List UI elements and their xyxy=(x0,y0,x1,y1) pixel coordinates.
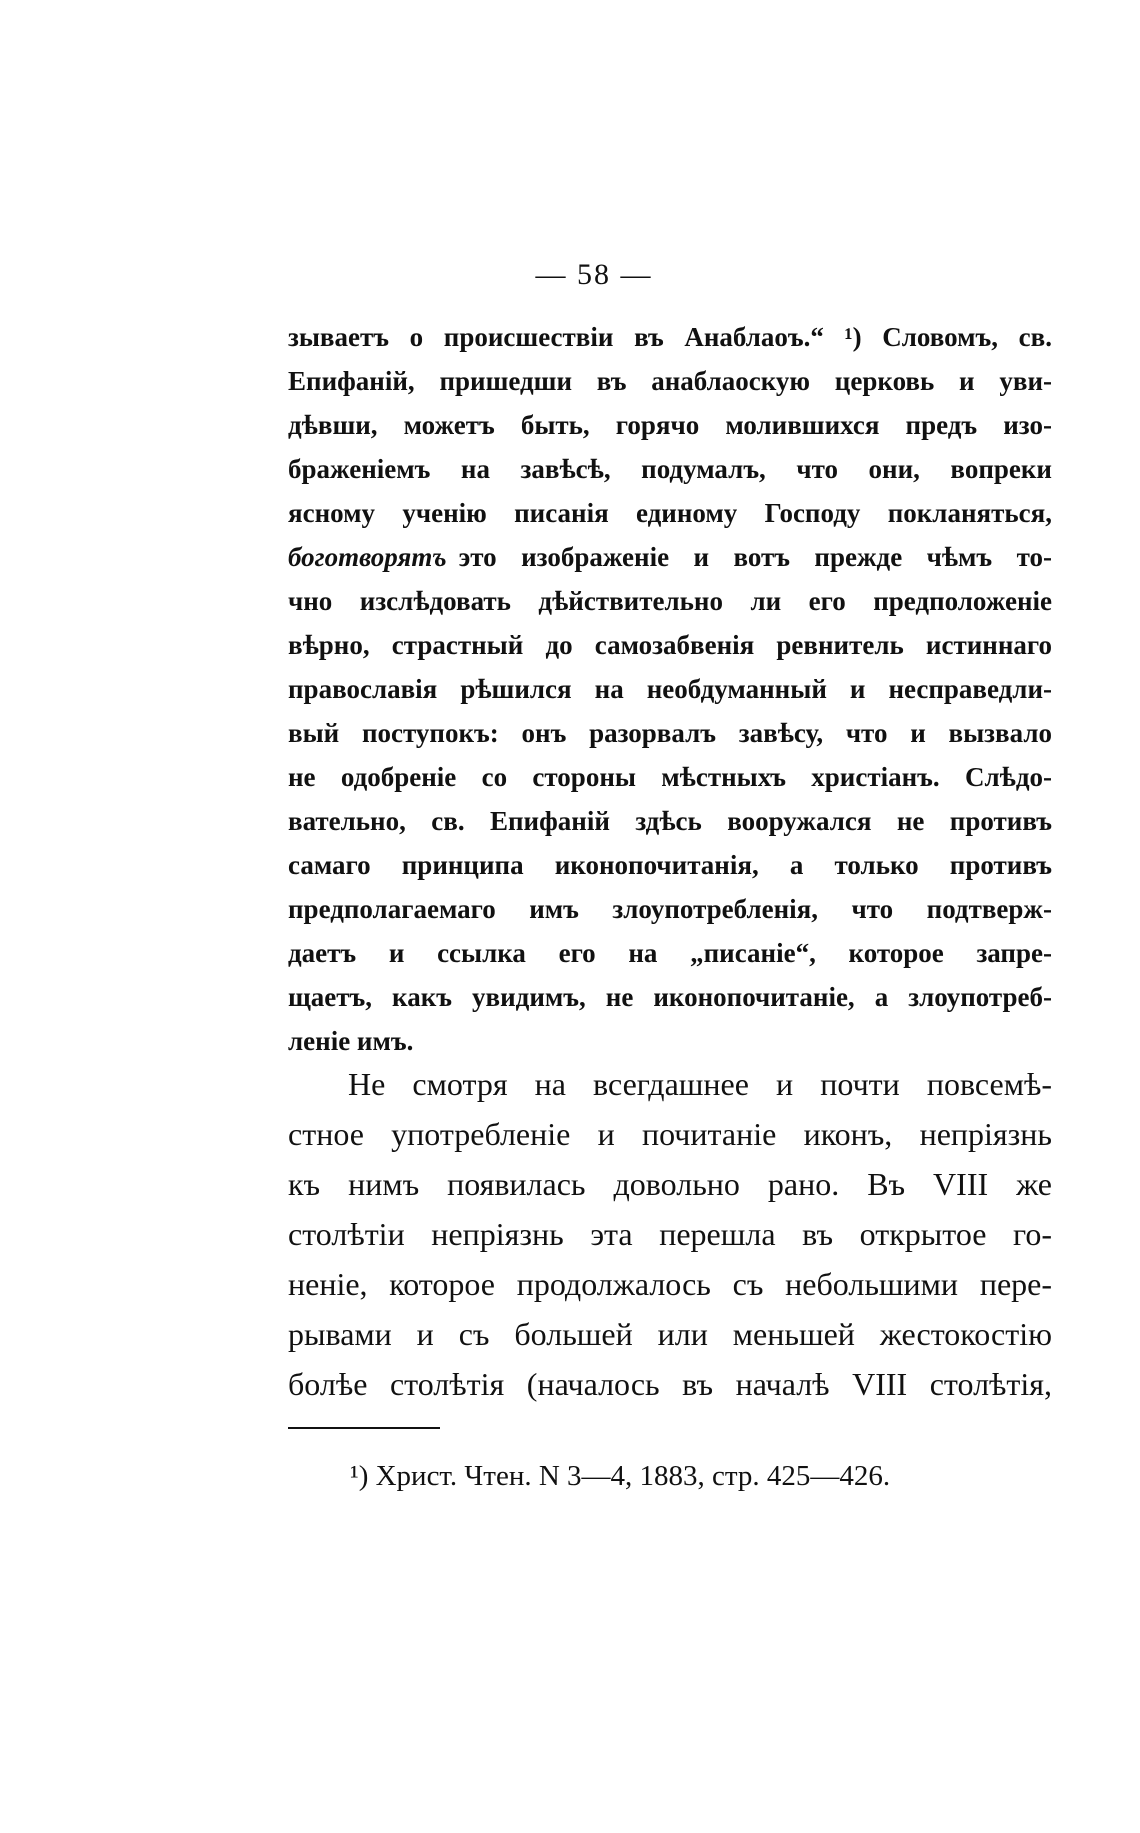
text-line: щаетъ, какъ увидимъ, не иконопочитаніе, а злоупотреб- xyxy=(288,982,1052,1012)
text-line: стное употребленіе и почитаніе иконъ, непріязнь xyxy=(288,1116,1052,1152)
text-line: не одобреніе со стороны мѣстныхъ христіанъ. Слѣдо- xyxy=(288,762,1052,792)
footnote-rule xyxy=(288,1427,440,1429)
text-line: зываетъ о происшествіи въ Анаблаоъ.“ ¹) Словомъ, св. xyxy=(288,322,1052,352)
text-line: дѣвши, можетъ быть, горячо молившихся предъ изо- xyxy=(288,410,1052,440)
page-number: — 58 — xyxy=(535,258,653,291)
text-line: вѣрно, страстный до самозабвенія ревнитель истиннаго xyxy=(288,630,1052,660)
text-line: предполагаемаго имъ злоупотребленія, что подтверж- xyxy=(288,894,1052,924)
text-line: даетъ и ссылка его на „писаніе“, которое запре- xyxy=(288,938,1052,968)
text-line: Епифаній, пришедши въ анаблаоскую церковь и уви- xyxy=(288,366,1052,396)
text-line: вательно, св. Епифаній здѣсь вооружался не противъ xyxy=(288,806,1052,836)
text-line: рывами и съ большей или меньшей жестокостію xyxy=(288,1316,1052,1352)
text-line: самаго принципа иконопочитанія, а только противъ xyxy=(288,850,1052,880)
footnote: ¹) Христ. Чтен. N 3—4, 1883, стр. 425—426. xyxy=(350,1460,891,1492)
text-line: чно изслѣдовать дѣйствительно ли его предположеніе xyxy=(288,586,1052,616)
text-line: Не смотря на всегдашнее и почти повсемѣ- xyxy=(348,1066,1052,1102)
text-line: къ нимъ появилась довольно рано. Въ VIII же xyxy=(288,1166,1052,1202)
text-line: ясному ученію писанія единому Господу покланяться, xyxy=(288,498,1052,528)
text-line xyxy=(288,542,1052,573)
text-line: леніе имъ. xyxy=(288,1026,414,1056)
text-line-rest: это изображеніе и вотъ прежде чѣмъ то- xyxy=(458,542,1052,572)
text-line: столѣтіи непріязнь эта перешла въ открытое го- xyxy=(288,1216,1052,1252)
text-line: вый поступокъ: онъ разорвалъ завѣсу, что и вызвало xyxy=(288,718,1052,748)
text-line: болѣе столѣтія (началось въ началѣ VIII столѣтія, xyxy=(288,1366,1052,1402)
text-line: браженіемъ на завѣсѣ, подумалъ, что они, вопреки xyxy=(288,454,1052,484)
text-line: неніе, которое продолжалось съ небольшими пере- xyxy=(288,1266,1052,1302)
text-line: православія рѣшился на необдуманный и несправедли- xyxy=(288,674,1052,704)
emphasized-word: боготворятъ xyxy=(288,542,447,572)
